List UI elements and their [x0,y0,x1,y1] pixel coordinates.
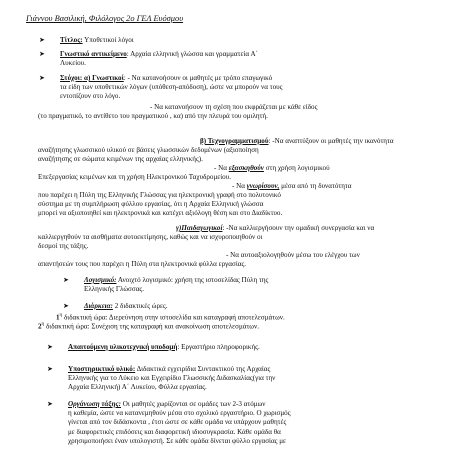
software-label: Λογισμικό: [84,276,117,284]
tech-literacy-text: μέσα από τη δυνατότητα [279,182,352,190]
tech-literacy-line: σύστημα με τη συμπλήρωση φύλλου εργασίας, ότι η Αρχαία Ελληνική γλώσσα [38,200,264,209]
supporting-item [47,365,276,393]
supporting-line: Διδακτικά εγχειρίδια Συντακτικού της Αρχαίας [135,365,271,373]
goals-line: τα είδη των υποθετικών λόγων (υπόθεση-απόδοση), ώστε να μπορούν να τους [60,83,283,92]
tech-literacy-body [38,146,259,164]
duration-hour-2 [38,320,259,332]
goals-item [39,74,283,102]
software-line: Ανοιχτό λογισμικό: χρήση της ιστοσελίδας Πύλη της [116,276,269,284]
tech-literacy-body-2 [38,191,282,219]
title-item [39,36,134,45]
arrow-bullet-icon: ➤ [39,74,45,82]
arrow-bullet-icon: ➤ [39,50,45,58]
duration-text: 2 διδακτικές ώρες. [112,302,168,310]
pedagogical-first-line [176,224,374,233]
cognitive-object-item [39,50,258,68]
arrow-bullet-icon: ➤ [47,400,53,408]
arrow-bullet-icon: ➤ [39,36,45,44]
goals-label: Στόχοι: [60,74,83,82]
organization-item [47,400,291,446]
equipment-label: Απαιτούμενη υλικοτεχνική υποδομή [68,343,178,351]
pedagogical-line: : -Να καλλιεργήσουν την ομαδική συνεργασία και να [222,224,375,232]
equipment-text: : Εργαστήριο πληροφορικής. [177,343,260,351]
tech-literacy-line: : -Να αναπτύξουν οι μαθητές την ικανότητα [268,137,394,145]
tech-literacy-text: - Να [232,182,247,190]
tech-literacy-text: στη χρήση λογισμικού [263,164,330,172]
goals-line: : - Να κατανοήσουν οι μαθητές με τρόπο επαγωγικό [123,74,273,82]
organization-line: με διαφορετικές επιδόσεις και διαφορετική ιδιοσυγκρασία. Κάθε ομάδα θα [68,427,281,436]
pedagogical-line: απαντήσεών τους που παρέχει η Πύλη στα ηλεκτρονικά φύλλα εργασίας. [38,260,247,268]
pedagogical-label: γ)Παιδαγωγικοί [176,224,223,232]
pedagogical-line: δεσμοί της τάξης. [38,242,89,251]
hour-text: διδακτική ώρα: Διερεύνηση στην ιστοσελίδα και καταγραφή αποτελεσμάτων. [62,313,285,322]
cognitive-object-text-cont: Λυκείου. [60,59,86,68]
duration-item [63,302,168,311]
software-line: Ελληνικής Γλώσσας. [84,285,144,294]
tech-literacy-learn-line [232,182,352,191]
hour-text: διδακτική ώρα: Συνέχιση της καταγραφή και ανακοίνωση αποτελεσμάτων. [44,322,259,331]
title-label: Τίτλος: [60,36,83,44]
tech-literacy-emphasis: εξασκηθούν [228,164,264,172]
tech-literacy-line: που παρέχει η Πύλη της Ελληνικής Γλώσσας για ηλεκτρονική γραφή στο πολυτονικό [38,191,281,199]
goals-line: (το πραγματικό, το αντίθετο του πραγματικού , κα) από την πλευρά του ομιλητή. [38,112,268,120]
pedagogical-line: - Να αυτοαξιολογηθούν μέσω του ελέγχου των [226,251,360,259]
supporting-line: Αρχαία Ελληνική) Α΄ Λυκείου, Φύλλα εργασίας. [68,383,207,392]
software-item [63,276,269,294]
arrow-bullet-icon: ➤ [47,365,53,373]
hour-suffix: η [41,322,45,327]
arrow-bullet-icon: ➤ [63,276,69,284]
tech-literacy-practice-line [214,164,330,173]
organization-line: γίνεται από τον διδάσκοντα , έτσι ώστε σε κάθε ομάδα να υπάρχουν μαθητές [68,418,287,427]
tech-literacy-line: μπορεί να αξιοποιηθεί και ηλεκτρονικά και κατέχει αξιόλογη θέση και στο Διαδίκτυο. [38,209,283,218]
organization-line: Οι μαθητές χωρίζονται σε ομάδες των 2-3 ατόμων [121,400,266,408]
goals-cognitive-label: α) Γνωστικοί [82,74,124,82]
pedagogical-line: καλλιεργηθούν τα αισθήματα αυτοεκτίμησης, καθώς και να ισχυροποιηθούν οι [38,233,263,241]
cognitive-object-label: Γνωστικό αντικείμενο [60,50,127,58]
tech-literacy-label: β) Τεχνογραμματισμού [200,137,269,145]
hour-suffix: η [59,313,63,318]
supporting-line: Ελληνικής για το Λύκειο και Εγχειρίδιο Γλωσσικής Διδασκαλίας(για την [68,374,276,383]
tech-literacy-line: Επεξεργασίας κειμένων και τη χρήση Ηλεκτρονικού Ταχυδρομείου. [38,173,231,181]
tech-literacy-line: αναζήτησης γλωσσικού υλικού σε βάσεις γλωσσικών δεδομένων (αξιοποίηση [38,146,259,154]
organization-line: χρησιμοποιήσει έναν υπολογιστή. Σε κάθε ομάδα δίνεται φύλλο εργασίας με [68,436,287,445]
hour-number: 1 [56,313,60,322]
arrow-bullet-icon: ➤ [63,302,69,310]
pedagogical-body [38,233,262,251]
tech-literacy-emphasis: γνωρίσουν, [246,182,280,190]
equipment-item [47,343,260,352]
title-text: Υποθετικοί λόγοι [82,36,134,44]
tech-literacy-line: αναζήτησης σε σώματα κειμένων της αρχαίας ελληνικής). [38,155,203,164]
organization-line: η καθεμία, ώστε να κατανεμηθούν μέσα στο σχολικό εργαστήριο. Ο χωρισμός [68,409,291,418]
duration-label: Διάρκεια: [84,302,113,310]
hour-number: 2 [38,322,42,331]
organization-label: Οργάνωση τάξης: [68,400,121,408]
arrow-bullet-icon: ➤ [47,343,53,351]
author-header: Γιάννου Βασιλική, Φιλόλογος 2ο ΓΕΛ Ευόσμου [26,14,184,23]
goals-line: εντοπίζουν στο λόγο. [60,92,121,101]
tech-literacy-first-line [200,137,394,146]
tech-literacy-text: - Να [214,164,229,172]
cognitive-object-text: : Αρχαία ελληνική γλώσσα και γραμματεία Α΄ [126,50,258,58]
supporting-label: Υποστηρικτικό υλικό: [68,365,136,373]
goals-line: - Να κατανοήσουν τη σχέση που εκφράζεται με κάθε είδος [150,103,318,111]
